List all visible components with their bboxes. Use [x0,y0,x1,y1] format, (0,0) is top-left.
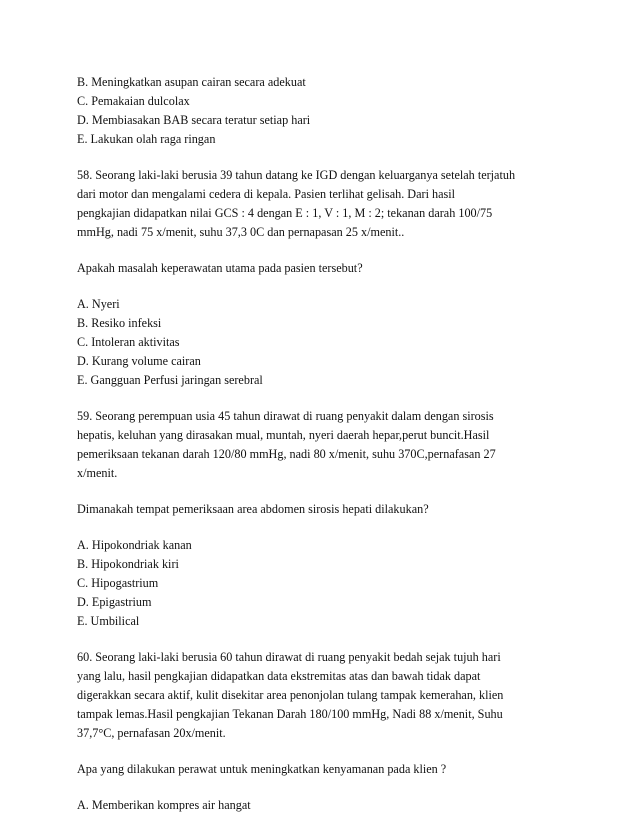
option-b: B. Resiko infeksi [77,316,162,330]
option-d: D. Membiasakan BAB secara teratur setiap hari [77,113,311,127]
question-text-line: tampak lemas.Hasil pengkajian Tekanan Darah 180/100 mmHg, Nadi 88 x/menit, Suhu [77,707,503,721]
question-58 [77,166,567,390]
option-a: A. Hipokondriak kanan [77,538,192,552]
previous-question-options [77,73,567,149]
question-text-line: mmHg, nadi 75 x/menit, suhu 37,3 0C dan pernapasan 25 x/menit.. [77,225,405,239]
spacer [77,390,567,407]
question-text-line: pemeriksaan tekanan darah 120/80 mmHg, nadi 80 x/menit, suhu 370C,pernafasan 27 [77,447,496,461]
spacer [77,278,567,295]
spacer [77,631,567,648]
spacer [77,483,567,500]
spacer [77,149,567,166]
question-prompt: Dimanakah tempat pemeriksaan area abdomen sirosis hepati dilakukan? [77,502,429,516]
spacer [77,743,567,760]
option-e: E. Lakukan olah raga ringan [77,132,216,146]
question-text-line: 59. Seorang perempuan usia 45 tahun dirawat di ruang penyakit dalam dengan sirosis [77,409,494,423]
question-prompt: Apa yang dilakukan perawat untuk meningkatkan kenyamanan pada klien ? [77,762,447,776]
question-59 [77,407,567,631]
question-text-line: pengkajian didapatkan nilai GCS : 4 dengan E : 1, V : 1, M : 2; tekanan darah 100/75 [77,206,493,220]
option-d: D. Kurang volume cairan [77,354,201,368]
document-page [77,73,567,815]
question-text-line: 37,7°C, pernafasan 20x/menit. [77,726,226,740]
option-e: E. Gangguan Perfusi jaringan serebral [77,373,263,387]
spacer [77,242,567,259]
question-text-line: x/menit. [77,466,118,480]
spacer [77,519,567,536]
option-d: D. Epigastrium [77,595,152,609]
question-text-line: 58. Seorang laki-laki berusia 39 tahun datang ke IGD dengan keluarganya setelah terjatuh [77,168,516,182]
option-a: A. Memberikan kompres air hangat [77,798,251,812]
option-c: C. Intoleran aktivitas [77,335,180,349]
spacer [77,779,567,796]
question-text-line: hepatis, keluhan yang dirasakan mual, muntah, nyeri daerah hepar,perut buncit.Hasil [77,428,490,442]
option-a: A. Nyeri [77,297,120,311]
question-text-line: dari motor dan mengalami cedera di kepala. Pasien terlihat gelisah. Dari hasil [77,187,456,201]
question-text-line: yang lalu, hasil pengkajian didapatkan data ekstremitas atas dan bawah tidak dapat [77,669,481,683]
option-c: C. Pemakaian dulcolax [77,94,190,108]
question-text-line: 60. Seorang laki-laki berusia 60 tahun dirawat di ruang penyakit bedah sejak tujuh hari [77,650,501,664]
question-text-line: digerakkan secara aktif, kulit disekitar area penonjolan tulang tampak kemerahan, klien [77,688,504,702]
question-prompt: Apakah masalah keperawatan utama pada pasien tersebut? [77,261,363,275]
option-b: B. Meningkatkan asupan cairan secara adekuat [77,75,306,89]
option-e: E. Umbilical [77,614,140,628]
question-60 [77,648,567,815]
option-b: B. Hipokondriak kiri [77,557,179,571]
option-c: C. Hipogastrium [77,576,159,590]
